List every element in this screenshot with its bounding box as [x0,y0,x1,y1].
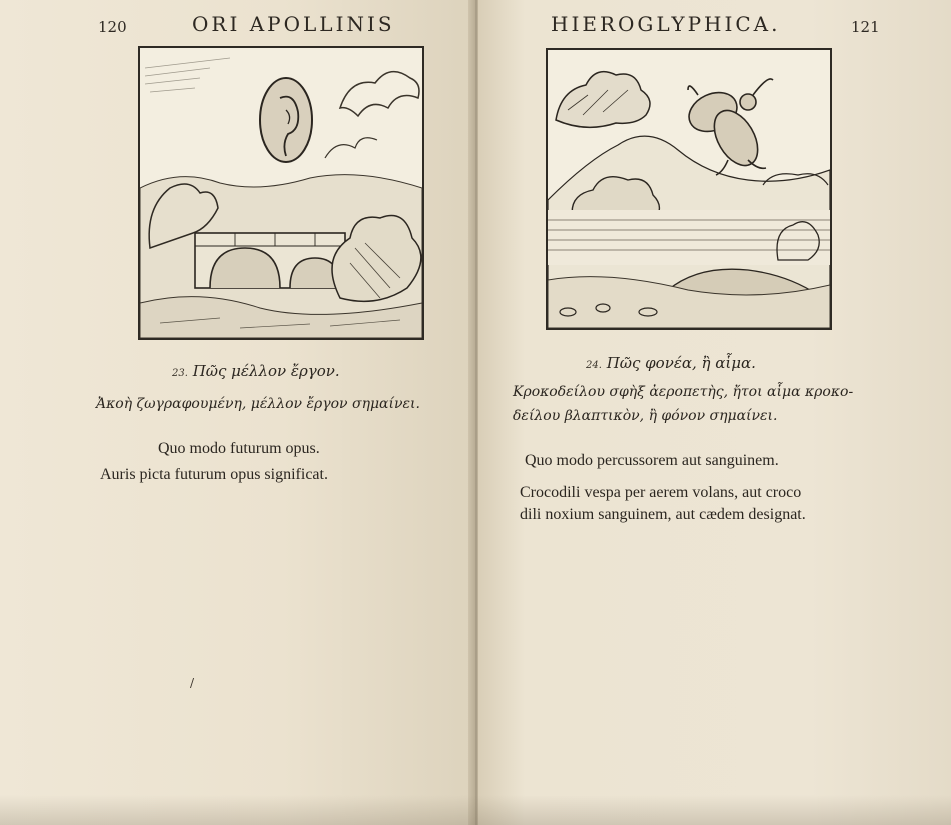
wasp-woodcut [546,48,832,330]
right-greek-text-line-2: δείλου βλαπτικὸν, ἢ φόνον σημαίνει. [513,408,778,424]
left-folio: 120 [98,18,127,36]
right-page [478,0,951,825]
wasp-over-landscape-icon [548,50,830,328]
left-greek-title-line [172,362,340,380]
left-entry-number: 23. [172,368,188,379]
right-greek-text-line-1: Κροκοδείλου σφὴξ ἀεροπετὴς, ἤτοι αἷμα κροκο- [513,384,854,400]
ear-woodcut [138,46,424,340]
left-latin-text: Auris picta futurum opus significat. [100,466,328,483]
ink-mark: / [190,676,195,690]
right-latin-title: Quo modo percussorem aut sanguinem. [525,452,779,469]
right-folio: 121 [851,18,880,36]
left-greek-text: Ἀκοὴ ζωγραφουμένη, μέλλον ἔργον σημαίνει. [96,396,420,412]
left-running-head: ORI APOLLINIS [192,12,395,36]
left-greek-title: Πῶς μέλλον ἔργον. [192,362,340,380]
left-page [0,0,472,825]
right-entry-number: 24. [586,360,602,371]
page-bottom-shadow [0,795,951,825]
left-latin-title: Quo modo futurum opus. [158,440,320,457]
right-latin-text-line-1: Crocodili vespa per aerem volans, aut croco [520,484,802,501]
right-greek-title: Πῶς φονέα, ἢ αἷμα. [606,354,756,372]
right-running-head: HIEROGLYPHICA. [551,12,781,36]
ear-over-bridge-landscape-icon [140,48,422,338]
right-latin-text-line-2: dili noxium sanguinem, aut cædem designat. [520,506,806,523]
right-greek-title-line [586,354,756,372]
